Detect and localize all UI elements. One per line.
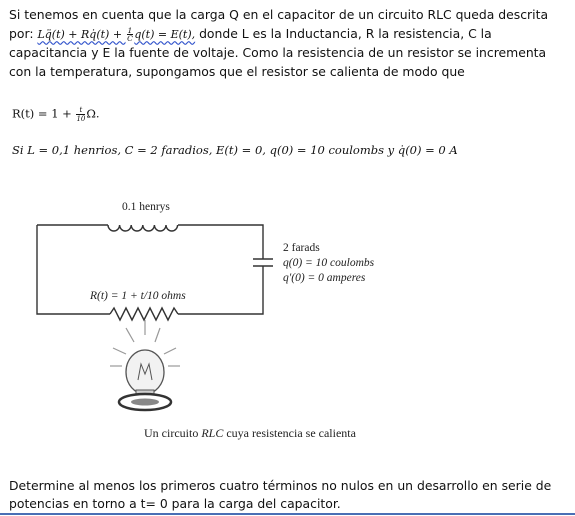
intro-text-end: donde L es la Inductancia, R la resistencia, C la capacitancia y E la fuente de voltaje. Como la resistencia de un resistor se incrementa con la temperatura, supongamos que el resistor se calienta de modo que: [9, 25, 547, 79]
fraction-denominator: C: [127, 34, 133, 43]
question-text: Determine al menos los primeros cuatro términos no nulos en un desarrollo en serie de potencias en torno a t= 0 para la carga del capacitor.: [9, 478, 552, 511]
fraction-numerator: 1: [127, 25, 133, 35]
inductor-coil: [108, 225, 178, 231]
resistance-equation: [12, 106, 100, 123]
rlc-equation-part-a: Lq̈(t) + Rq̇(t) +: [37, 27, 126, 41]
wire-right-bottom: [178, 266, 263, 314]
one-over-c-fraction: [127, 27, 134, 43]
caption-pre: Un circuito: [144, 426, 202, 440]
caption-post: cuya resistencia se calienta: [223, 426, 356, 440]
fraction-numerator: t: [76, 106, 85, 115]
fraction-denominator: 10: [76, 115, 86, 123]
resistor-zigzag: [110, 308, 178, 320]
intro-text-start: Si tenemos en cuenta que la carga Q en el capacitor de un circuito RLC queda descrita por:: [9, 7, 549, 41]
wire-top-right: [178, 225, 263, 259]
intro-paragraph: [9, 6, 567, 81]
resistance-eq-prefix: R(t) = 1 +: [12, 106, 76, 121]
inductor-label: 0.1 henrys: [122, 201, 170, 213]
figure-caption: [0, 426, 500, 441]
qprime0-label: q′(0) = 0 amperes: [283, 272, 366, 284]
t-over-10-fraction: [76, 106, 85, 123]
rlc-circuit-figure: [0, 196, 575, 456]
conditions-equation: Si L = 0,1 henrios, C = 2 faradios, E(t) = 0, q(0) = 10 coulombs y q̇(0) = 0 A: [12, 143, 458, 157]
q0-label: q(0) = 10 coulombs: [283, 257, 375, 269]
circuit-diagram: [0, 196, 575, 426]
rlc-equation: [37, 25, 196, 43]
caption-rlc: RLC: [201, 426, 224, 440]
bottom-divider: [0, 513, 575, 515]
resistor-label: R(t) = 1 + t/10 ohms: [90, 290, 186, 302]
capacitor-label: 2 farads: [283, 242, 320, 254]
capacitor-plates: [253, 259, 273, 266]
light-bulb-icon: [110, 320, 180, 410]
resistance-eq-suffix: Ω.: [86, 106, 100, 121]
rlc-equation-part-b: q(t) = E(t),: [134, 27, 196, 41]
